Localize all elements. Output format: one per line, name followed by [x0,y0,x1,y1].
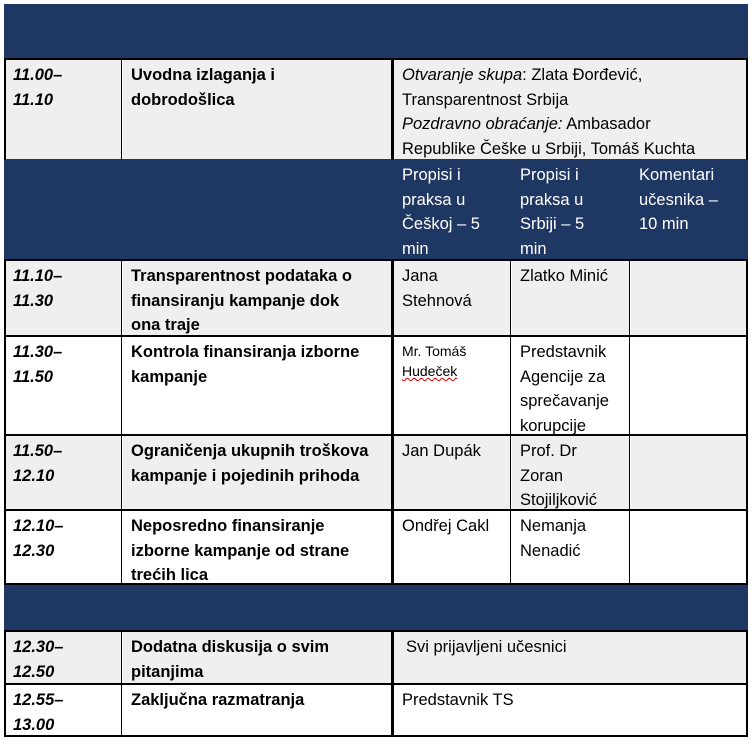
table-border-right [746,259,748,585]
column-divider [121,58,122,160]
opening-speakers: Otvaranje skupa: Zlata Đorđević, Transparentnost Srbija Pozdravno obraćanje: Ambasador Republike Češke u Srbiji, Tomáš Kuchta [394,60,747,159]
table-border-left [4,259,6,585]
row-divider [4,630,748,632]
session-czech-speaker: Ondřej Cakl [394,511,510,583]
table-border-left [4,630,6,737]
column-divider [391,58,394,160]
column-divider [629,261,630,583]
table-border-right [746,58,748,160]
row-divider [4,735,748,737]
session-time: 11.10– 11.30 [5,261,121,335]
row-divider [4,434,748,436]
row-divider [4,583,748,585]
table-border-left [4,58,6,160]
row-divider [4,58,748,60]
session-time: 11.30– 11.50 [5,337,121,434]
session-czech-speaker: Mr. Tomáš Hudeček [394,337,510,434]
table-border-right [746,630,748,737]
opening-topic: Uvodna izlaganja i dobrodošlica [123,60,391,159]
closing-time: 12.55– 13.00 [5,685,121,735]
session-topic: Transparentnost podataka o finansiranju kampanje dok ona traje [123,261,391,335]
session-comments [631,511,747,583]
session-topic: Neposredno finansiranje izborne kampanje od strane trećih lica [123,511,391,583]
session-czech-speaker: Jana Stehnová [394,261,510,335]
session-czech-speaker: Jan Dupák [394,436,510,509]
row-divider [4,509,748,511]
row-divider [4,683,748,685]
session-topic: Kontrola finansiranja izborne kampanje [123,337,391,434]
session-comments [631,261,747,335]
closing-note: Predstavnik TS [394,685,747,735]
session-comments [631,337,747,434]
column-divider [121,259,122,585]
closing-note: Svi prijavljeni učesnici [394,632,747,683]
row-divider [4,259,748,261]
header-czech-practice: Propisi i praksa u Češkoj – 5 min [402,166,480,258]
session-serbia-speaker: Zlatko Minić [512,261,629,335]
opening-time: 11.00– 11.10 [5,60,121,159]
column-divider [391,630,394,737]
session-comments [631,436,747,509]
top-band [4,4,748,58]
session-topic: Ograničenja ukupnih troškova kampanje i pojedinih prihoda [123,436,391,509]
column-divider [510,261,511,583]
session-serbia-speaker: Predstavnik Agencije za sprečavanje korupcije [512,337,629,434]
session-time: 12.10– 12.30 [5,511,121,583]
column-divider [121,630,122,737]
break-band [4,584,748,630]
header-comments: Komentari učesnika – 10 min [639,166,718,233]
closing-topic: Dodatna diskusija o svim pitanjima [123,632,391,683]
session-serbia-speaker: Nemanja Nenadić [512,511,629,583]
session-serbia-speaker: Prof. Dr Zoran Stojiljković [512,436,629,509]
row-divider [4,335,748,337]
header-serbia-practice: Propisi i praksa u Srbiji – 5 min [520,166,585,258]
session-time: 11.50– 12.10 [5,436,121,509]
column-divider [391,259,394,585]
closing-time: 12.30– 12.50 [5,632,121,683]
closing-topic: Zaključna razmatranja [123,685,391,735]
